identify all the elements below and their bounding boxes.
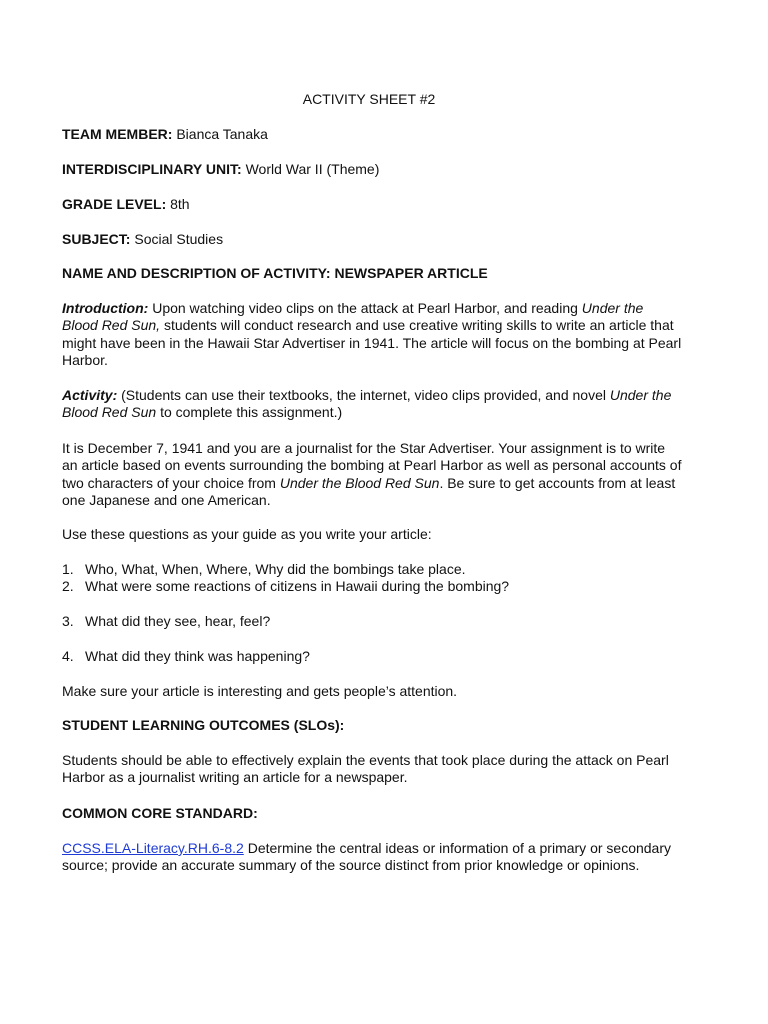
activity-label: Activity: [62,387,118,403]
activity-paragraph: Activity: (Students can use their textbooks, the internet, video clips provided, and novel Under the Blood Red Sun to complete this assignment.) [62,387,672,421]
list-item-number: 1. [62,561,74,577]
unit-line [62,161,682,178]
list-item-number: 4. [62,648,74,664]
standard-paragraph [62,840,682,875]
book-title: Under the Blood Red Sun [279,474,440,491]
book-title: Under the Blood Red Sun, [62,300,644,334]
team-member-line [62,126,682,143]
grade-label: GRADE LEVEL: [62,196,167,212]
book-title: Under the Blood Red Sun [62,387,672,421]
unit-value: World War II (Theme) [245,161,380,177]
standard-link[interactable]: CCSS.ELA-Literacy.RH.6-8.2 [62,840,244,856]
unit-label: INTERDISCIPLINARY UNIT: [62,161,242,177]
grade-line [62,196,682,213]
subject-line [62,231,682,248]
subject-label: SUBJECT: [62,231,131,247]
guide-intro: Use these questions as your guide as you write your article: [62,526,432,542]
slo-heading: STUDENT LEARNING OUTCOMES (SLOs): [62,717,345,733]
list-item-number: 3. [62,613,74,629]
slo-paragraph: Students should be able to effectively explain the events that took place during the attack on Pearl Harbor as a journalist writing an article for a newspaper. [62,752,669,786]
list-item-text: What did they think was happening? [85,648,310,664]
subject-value: Social Studies [134,231,224,247]
list-item-text: What did they see, hear, feel? [85,613,271,629]
list-item-text: Who, What, When, Where, Why did the bombings take place. [85,561,466,577]
team-member-value: Bianca Tanaka [176,126,268,142]
closing-line: Make sure your article is interesting and gets people’s attention. [62,683,458,699]
list-item-text: What were some reactions of citizens in Hawaii during the bombing? [85,578,510,594]
activity-heading: NAME AND DESCRIPTION OF ACTIVITY: NEWSPAPER ARTICLE [62,265,488,281]
introduction-label: Introduction: [62,300,149,316]
team-member-label: TEAM MEMBER: [62,126,173,142]
introduction-paragraph: Introduction: Upon watching video clips on the attack at Pearl Harbor, and reading Under the Blood Red Sun, students will conduct research and use creative writing skills to write an article that might have been in the Hawaii Star Advertiser in 1941. The article will focus on the bombing at Pearl Harbor. [62,300,682,369]
standard-heading: COMMON CORE STANDARD: [62,805,258,821]
scenario-paragraph: It is December 7, 1941 and you are a journalist for the Star Advertiser. Your assignment is to write an article based on events surrounding the bombing at Pearl Harbor as well as personal accounts of two characters of your choice from Under the Blood Red Sun. Be sure to get accounts from at least one Japanese and one American. [62,440,682,509]
standard-description: Determine the central ideas or information of a primary or secondary source; provide an accurate summary of the source distinct from prior knowledge or opinions. [62,840,672,874]
grade-value: 8th [170,196,190,212]
page-title: ACTIVITY SHEET #2 [302,91,436,107]
list-item-number: 2. [62,578,74,594]
